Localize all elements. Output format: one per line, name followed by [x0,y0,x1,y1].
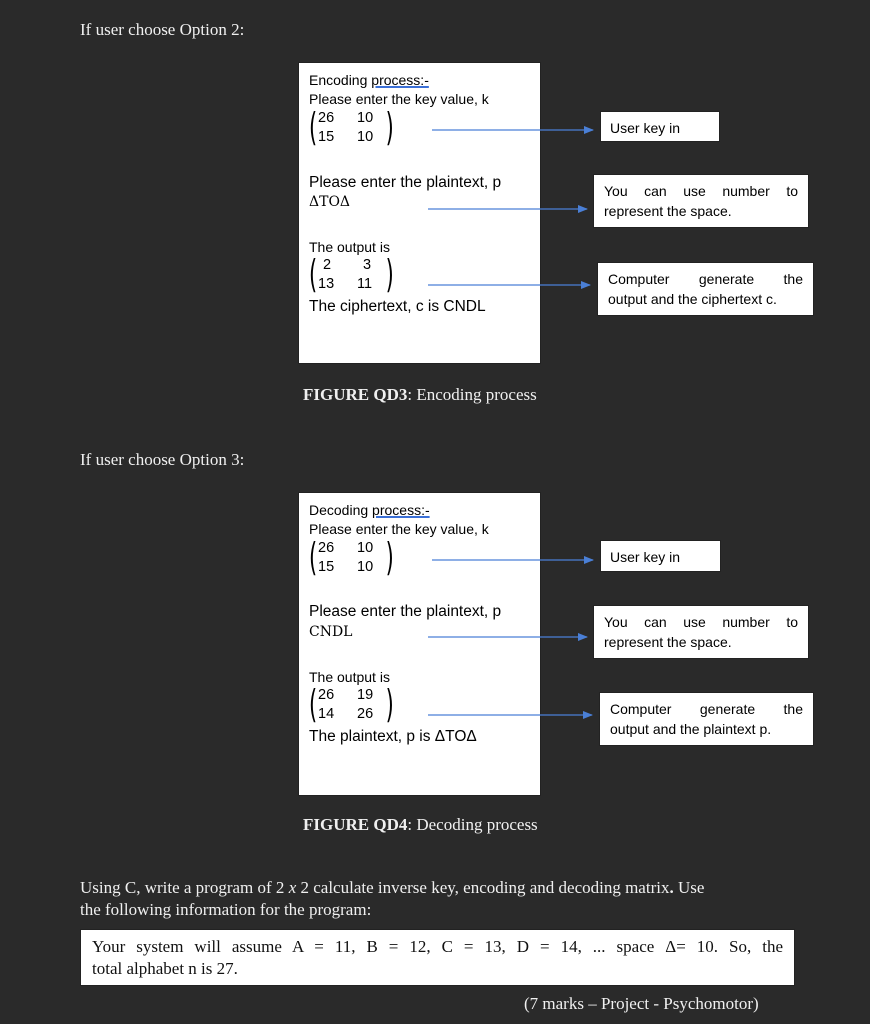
matrix-cell: 10 [357,110,374,126]
info-box [80,929,795,986]
encoding-plaintext-value: ΔTOΔ [309,194,351,210]
decoding-space-line1: You can use number to [604,614,798,630]
figure-qd4-label: FIGURE QD4 [303,815,408,834]
encoding-title-link: process:- [371,72,429,88]
encoding-output-label: The output is [309,239,390,255]
matrix-cell: 10 [357,129,374,145]
matrix-cell: 26 [357,706,374,722]
decoding-plaintext-prompt: Please enter the plaintext, p [309,603,502,620]
encoding-key-prompt: Please enter the key value, k [309,91,489,107]
option2-heading: If user choose Option 2: [80,20,245,39]
question-line1-bold: . [669,878,674,897]
left-paren: ( [309,682,318,726]
decoding-output-line2: output and the plaintext p. [610,721,772,737]
matrix-cell: 10 [357,540,374,556]
question-line1-var: x [288,878,297,897]
figure-qd3-text: : Encoding process [407,385,537,404]
encoding-space-line1: You can use number to [604,183,798,199]
matrix-cell: 10 [357,559,374,575]
decoding-space-line2: represent the space. [604,634,732,650]
decoding-output-line1: Computer generate the [610,701,803,717]
question-text [80,877,800,921]
encoding-output-line2: output and the ciphertext c. [608,291,777,307]
encoding-output-line1: Computer generate the [608,271,803,287]
question-line1 [80,877,800,899]
right-paren: ) [385,105,394,149]
decoding-key-callout: User key in [600,540,721,572]
question-line2: the following information for the program: [80,900,372,919]
matrix-cell: 3 [363,257,372,273]
decoding-title-link: process:- [372,502,430,518]
decoding-output-label: The output is [309,669,390,685]
option3-heading: If user choose Option 3: [80,450,245,469]
matrix-cell: 14 [318,706,335,722]
decoding-key-prompt: Please enter the key value, k [309,521,489,537]
matrix-cell: 26 [318,540,335,556]
decoding-title-prefix: Decoding [309,502,373,518]
matrix-cell: 26 [318,687,335,703]
encoding-space-line2: represent the space. [604,203,732,219]
matrix-cell: 13 [318,276,335,292]
right-paren: ) [385,252,394,296]
matrix-cell: 2 [323,257,332,273]
matrix-cell: 15 [318,129,335,145]
left-paren: ( [309,252,318,296]
marks-label: (7 marks – Project - Psychomotor) [524,994,759,1013]
figure-qd3-label: FIGURE QD3 [303,385,408,404]
right-paren: ) [385,682,394,726]
encoding-key-callout: User key in [600,111,720,142]
decoding-plaintext-value: CNDL [309,624,353,640]
left-paren: ( [309,105,318,149]
encoding-result-line: The ciphertext, c is CNDL [309,298,486,315]
encoding-plaintext-prompt: Please enter the plaintext, p [309,174,502,191]
question-line1-a: Using C, write a program of 2 [80,878,289,897]
question-line1-c: Use [673,878,705,897]
figure-qd4-text: : Decoding process [407,815,538,834]
right-paren: ) [385,535,394,579]
info-line1: Your system will assume A = 11, B = 12, C = 13, D = 14, ... space Δ= 10. So, the [92,937,783,956]
matrix-cell: 15 [318,559,335,575]
left-paren: ( [309,535,318,579]
question-line1-b: 2 calculate inverse key, encoding and decoding matrix [296,878,670,897]
encoding-title-prefix: Encoding [309,72,372,88]
decoding-result-line: The plaintext, p is ΔTOΔ [309,728,477,745]
matrix-cell: 26 [318,110,335,126]
matrix-cell: 19 [357,687,374,703]
matrix-cell: 11 [357,276,373,292]
info-line2: total alphabet n is 27. [92,959,238,978]
